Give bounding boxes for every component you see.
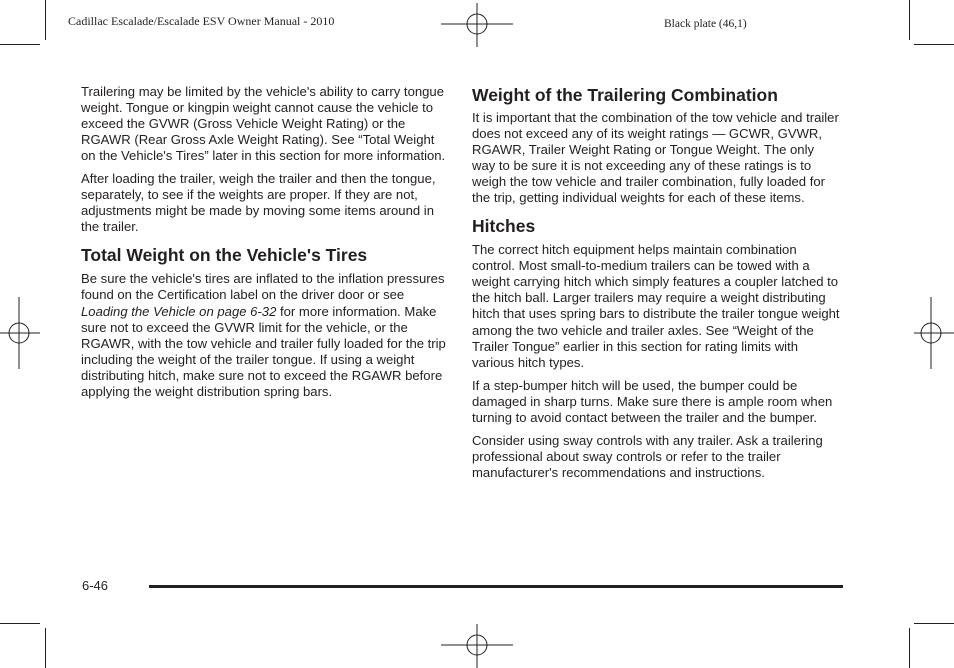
- crop-mark-top-right-h: [914, 44, 954, 45]
- left-column: [81, 84, 449, 407]
- paragraph-text: for more information. Make sure not to exceed the GVWR limit for the vehicle, or the RGAWR, with the tow vehicle and trailer fully loaded for the trip including the weight of the trailer tongue. If using a weight distributing hitch, make sure not to exceed the RGAWR before applying the weight distribution spring bars.: [81, 303, 446, 399]
- crop-mark-top-left-h: [0, 44, 40, 45]
- paragraph-hitch-equipment: The correct hitch equipment helps maintain combination control. Most small-to-medium trailers can be towed with a weight carrying hitch which simply features a coupler latched to the hitch ball. Larger trailers may require a weight distributing hitch that uses spring bars to distribute the trailer tongue weight among the two vehicle and trailer axles. See “Weight of the Trailer Tongue” earlier in this section for rating limits with various hitch types.: [472, 242, 840, 370]
- crop-mark-top-left-v: [45, 0, 46, 40]
- page-number: 6-46: [82, 578, 109, 593]
- crop-mark-bottom-left-h: [0, 623, 40, 624]
- loading-vehicle-reference: Loading the Vehicle on page 6‑32: [81, 303, 277, 319]
- paragraph-sway-controls: Consider using sway controls with any trailer. Ask a trailering professional about sway controls or refer to the trailer manufacturer's recommendations and instructions.: [472, 432, 823, 480]
- registration-mark-top: [441, 3, 513, 47]
- plate-label: Black plate (46,1): [664, 18, 747, 30]
- paragraph-weigh-trailer: After loading the trailer, weigh the trailer and then the tongue, separately, to see if the weights are proper. If they are not, adjustments might be made by moving some items around in the trailer.: [81, 171, 436, 235]
- paragraph-tongue-weight: Trailering may be limited by the vehicle's ability to carry tongue weight. Tongue or kingpin weight cannot cause the vehicle to exceed the GVWR (Gross Vehicle Weight Rating) or the RGAWR (Rear Gross Axle Weight Rating). See “Total Weight on the Vehicle's Tires” later in this section for more information.: [81, 84, 446, 164]
- manual-title: Cadillac Escalade/Escalade ESV Owner Manual - 2010: [68, 14, 335, 28]
- paragraph-text: Be sure the vehicle's tires are inflated to the inflation pressures found on the Certification label on the driver door or see: [81, 271, 445, 303]
- crop-mark-bottom-left-v: [45, 628, 46, 668]
- heading-weight-trailering-combination: Weight of the Trailering Combination: [472, 85, 778, 105]
- paragraph-step-bumper: If a step-bumper hitch will be used, the bumper could be damaged in sharp turns. Make sure there is ample room when turning to avoid contact between the trailer and the bumper.: [472, 377, 833, 425]
- right-column: [472, 84, 840, 488]
- footer-rule: [149, 585, 843, 588]
- crop-mark-bottom-right-h: [914, 623, 954, 624]
- registration-mark-left: [0, 297, 40, 369]
- crop-mark-top-right-v: [909, 0, 910, 40]
- paragraph-combination-ratings: It is important that the combination of the tow vehicle and trailer does not exceed any of its weight ratings — GCWR, GVWR, RGAWR, Trailer Weight Rating or Tongue Weight. The only way to be sure it is not exceeding any of these ratings is to weigh the tow vehicle and trailer combination, fully loaded for the trip, getting individual weights for each of these items.: [472, 110, 839, 206]
- registration-mark-bottom: [441, 624, 513, 668]
- crop-mark-bottom-right-v: [909, 628, 910, 668]
- heading-hitches: Hitches: [472, 216, 536, 237]
- heading-total-weight-tires: Total Weight on the Vehicle's Tires: [81, 245, 368, 266]
- paragraph-tire-inflation: [81, 271, 449, 399]
- registration-mark-right: [914, 297, 954, 369]
